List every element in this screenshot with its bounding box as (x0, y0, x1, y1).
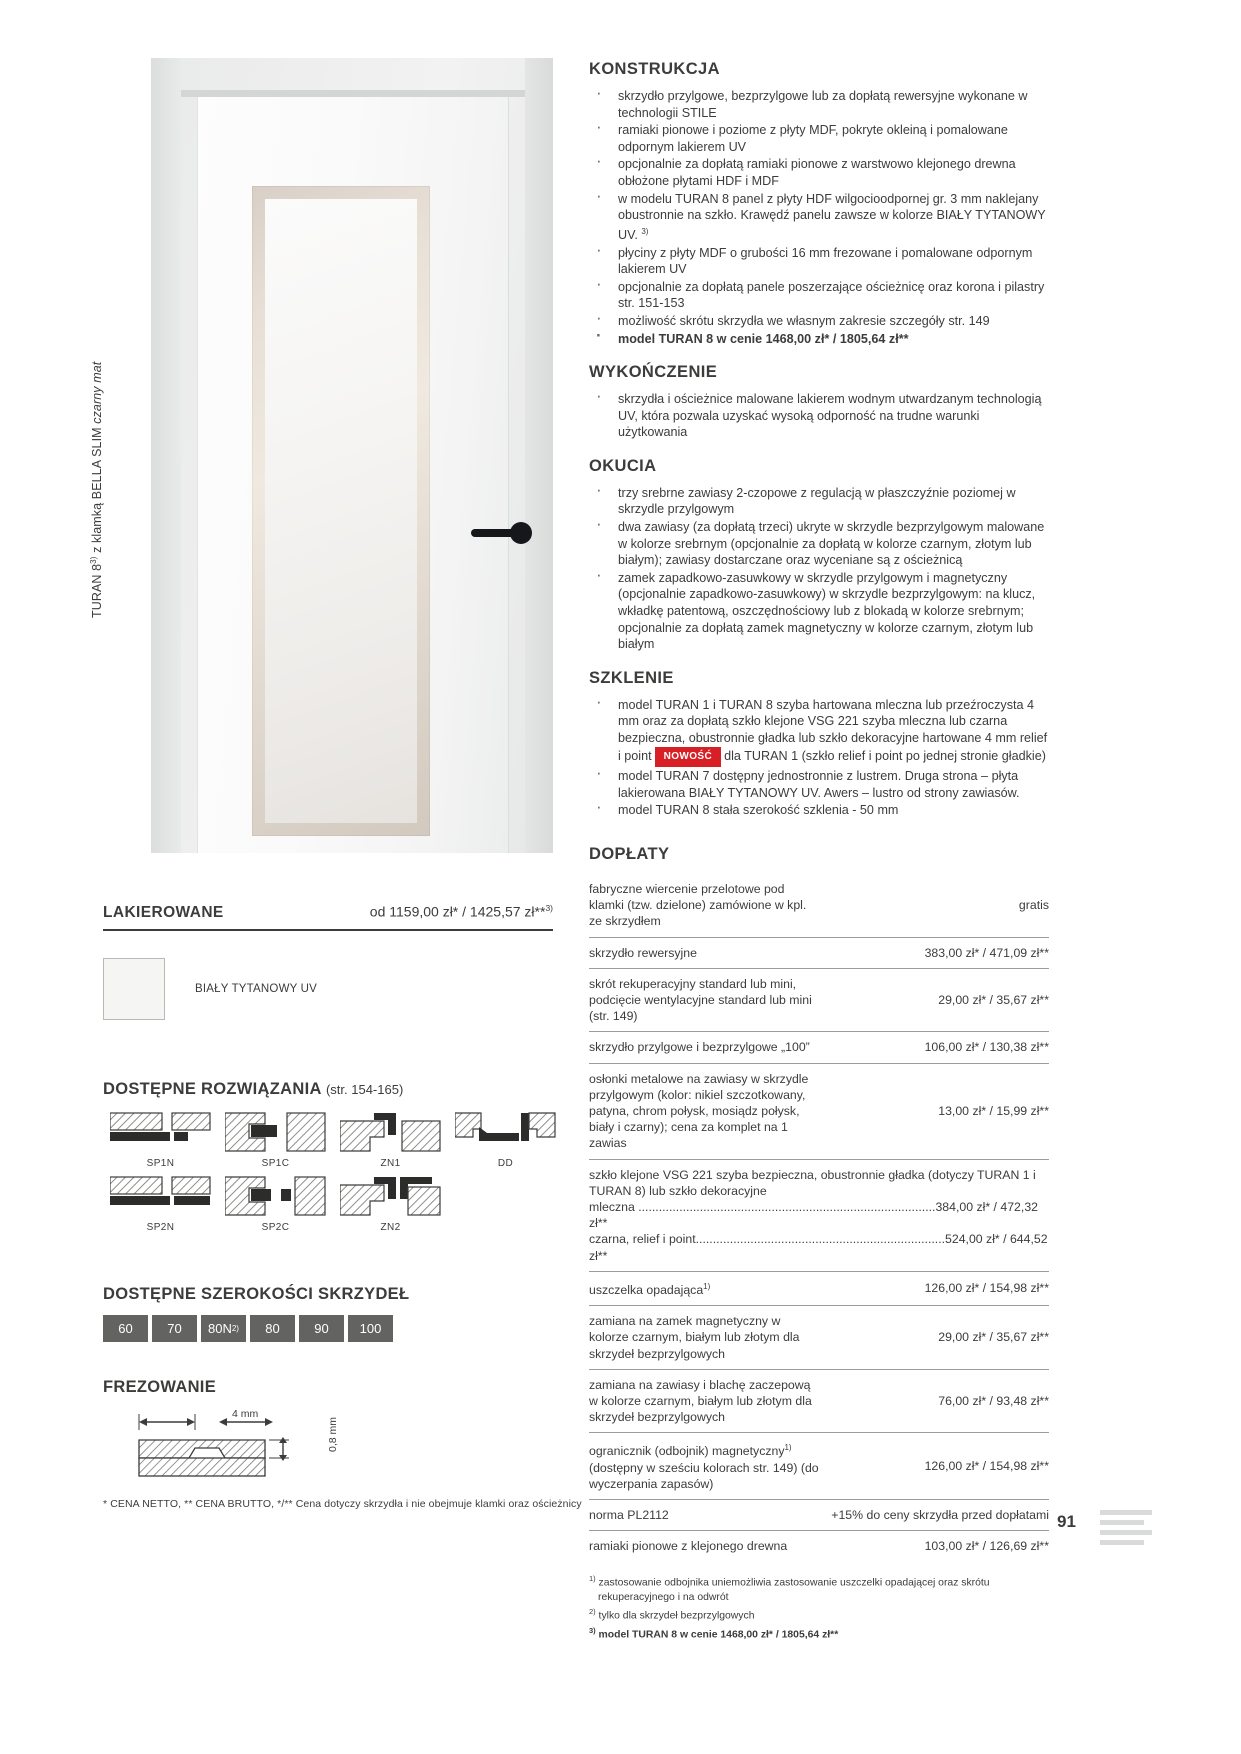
door-product-image (151, 58, 553, 853)
szklenie-title: SZKLENIE (589, 668, 674, 687)
solutions-subtitle: (str. 154-165) (325, 1082, 404, 1097)
doplaty-price: 76,00 zł* / 93,48 zł** (938, 1393, 1049, 1408)
footnote-text: tylko dla skrzydeł bezprzylgowych (595, 1610, 755, 1622)
lakierowane-divider (103, 929, 553, 931)
list-item-text: zamek zapadkowo-zasuwkowy w skrzydle przylgowym i magnetyczny (opcjonalnie zapadkowo-zasuwkowy) w skrzydle bezprzylgowym: na klucz, wkładkę patentową, oszczędnościowy lub z blokadą w kolorze srebrnym; opcjonalnie za dopłatą zamek magnetyczny w kolorze czarnym, złotym lub białym (618, 570, 1036, 652)
width-chip[interactable] (103, 1315, 148, 1342)
corner-bar (1100, 1510, 1152, 1515)
sp1n-diagram-icon (110, 1111, 214, 1155)
width-chip-label: 60 (118, 1321, 133, 1336)
table-row (589, 1306, 1049, 1370)
corner-bar (1100, 1530, 1152, 1535)
list-item-text: ramiaki pionowe i poziome z płyty MDF, pokryte okleiną i pomalowane odpornym lakierem UV (618, 123, 1008, 154)
doplaty-desc: norma PL2112 (589, 1508, 669, 1523)
list-item (589, 191, 1049, 244)
color-swatch-row (103, 958, 317, 1020)
doplaty-price: 126,00 zł* / 154,98 zł** (924, 1459, 1049, 1474)
table-row (589, 1500, 1049, 1531)
doplaty-desc: skrót rekuperacyjny standard lub mini, podcięcie wentylacyjne standard lub mini (str. 149) (589, 976, 812, 1024)
list-item-text: model TURAN 8 stała szerokość szklenia - 50 mm (618, 803, 899, 818)
list-item-text: model TURAN 8 w cenie 1468,00 zł* / 1805,64 zł** (618, 331, 909, 346)
footnote-1 (589, 1572, 1049, 1591)
list-item (589, 485, 1049, 518)
table-row (589, 1369, 1049, 1433)
caption-handle: z klamką BELLA SLIM (90, 423, 105, 557)
footnote-3 (589, 1624, 1049, 1643)
doplaty-price: 29,00 zł* / 35,67 zł** (938, 992, 1049, 1007)
solutions-heading (103, 1080, 403, 1099)
table-row (589, 874, 1049, 937)
door-caption (89, 362, 104, 618)
solution-item-sp2n (103, 1175, 218, 1233)
solution-item-empty (448, 1175, 563, 1233)
solutions-title: DOSTĘPNE ROZWIĄZANIA (103, 1080, 322, 1098)
solution-item-zn2 (333, 1175, 448, 1233)
konstrukcja-title: KONSTRUKCJA (589, 60, 720, 78)
solutions-row-2 (103, 1175, 563, 1233)
page-number: 91 (1057, 1512, 1076, 1531)
glass-price-czarna: czarna, relief i point.........................................................................524,00 zł* / 644,52 zł** (589, 1232, 1048, 1263)
dd-diagram-icon (455, 1111, 559, 1159)
doplaty-price: 103,00 zł* / 126,69 zł** (924, 1539, 1049, 1554)
footnote-2 (589, 1605, 1049, 1624)
sp1c-diagram-icon (225, 1111, 329, 1159)
lakierowane-title: LAKIEROWANE (103, 903, 224, 921)
doplaty-price: +15% do ceny skrzydła przed dopłatami (831, 1508, 1049, 1523)
doplaty-price: 106,00 zł* / 130,38 zł** (924, 1040, 1049, 1055)
door-handle-rose-icon (510, 522, 532, 544)
list-item-text: opcjonalnie za dopłatą ramiaki pionowe z warstwowo klejonego drewna obłożone płytami HDF i MDF (618, 157, 1016, 188)
doplaty-desc-text-after: (dostępny w sześciu kolorach str. 149) (do wyczerpania zapasów) (589, 1460, 819, 1491)
sp2n-diagram-icon (110, 1175, 214, 1219)
footnote-text: zastosowanie odbojnika uniemożliwia zastosowanie uszczelki opadającej oraz skrótu (595, 1577, 990, 1589)
doplaty-desc: osłonki metalowe na zawiasy w skrzydle przylgowym (kolor: nikiel szczotkowany, patyna, chrom połysk, mosiądz połysk, biały i czarny); cena za komplet na 1 zawias (589, 1071, 809, 1151)
solution-label: DD (497, 1158, 514, 1169)
wykonczenie-list (589, 391, 1049, 441)
solution-label: SP2N (146, 1222, 175, 1233)
list-item-text: skrzydło przylgowe, bezprzylgowe lub za dopłatą rewersyjne wykonane w technologii STILE (618, 89, 1028, 120)
solutions-grid (103, 1111, 563, 1239)
door-frame-top (181, 90, 525, 97)
solution-label: SP1C (261, 1158, 290, 1169)
doplaty-table (589, 874, 1049, 1561)
table-row (589, 1531, 1049, 1562)
list-item (589, 122, 1049, 155)
doplaty-desc (589, 1433, 831, 1500)
list-item (589, 570, 1049, 653)
width-chip[interactable] (201, 1315, 246, 1342)
glass-panel (252, 186, 430, 836)
doplaty-price: 126,00 zł* / 154,98 zł** (924, 1281, 1049, 1296)
list-item (589, 768, 1049, 801)
list-item-text: opcjonalnie za dopłatą panele poszerzające ościeżnicę oraz korona i pilastry str. 151-153 (618, 279, 1045, 311)
width-chip-label: 80N (208, 1321, 232, 1336)
color-swatch-label: BIAŁY TYTANOWY UV (195, 983, 318, 995)
zn2-diagram-icon (340, 1175, 444, 1223)
list-item (589, 391, 1049, 441)
table-row (589, 1433, 1049, 1500)
doplaty-desc (589, 1271, 831, 1305)
glass-price-mleczna: mleczna .......................................................................................384,00 zł* / 472,32 zł** (589, 1200, 1038, 1231)
list-item (589, 156, 1049, 189)
width-chip-label: 80 (265, 1321, 280, 1336)
doplaty-price: 383,00 zł* / 471,09 zł** (924, 945, 1049, 960)
corner-bar (1100, 1520, 1144, 1525)
solution-label: ZN2 (380, 1222, 401, 1233)
doplaty-desc-footnote: 1) (703, 1281, 711, 1291)
corner-decoration (1100, 1510, 1152, 1550)
doplaty-price: gratis (1018, 898, 1049, 913)
caption-finish: czarny mat (90, 361, 105, 424)
table-row (589, 1271, 1049, 1305)
color-swatch (103, 958, 165, 1020)
lakierowane-price-footnote: 3) (545, 903, 553, 913)
list-item-footnote: 3) (641, 226, 649, 236)
list-item (589, 802, 1049, 819)
list-item-text: model TURAN 1 i TURAN 8 szyba hartowana mleczna lub przeźroczysta 4 mm oraz za dopłatą szkło klejone VSG 221 szyba mleczna lub czarna bezpieczna, obustronnie gładka lub szkło dekoracyjne hartowane 4 mm relief i point (618, 697, 1048, 763)
footnote-text: model TURAN 8 w cenie 1468,00 zł* / 1805,64 zł** (595, 1629, 839, 1641)
doplaty-price: 29,00 zł* / 35,67 zł** (938, 1330, 1049, 1345)
doplaty-desc: ramiaki pionowe z klejonego drewna (589, 1539, 788, 1554)
list-item-text: możliwość skrótu skrzydła we własnym zakresie szczegóły str. 149 (618, 313, 990, 328)
solutions-row-1 (103, 1111, 563, 1169)
list-item-text: skrzydła i ościeżnice malowane lakierem wodnym utwardzanym technologią UV, która pozwala uzyskać wysoką odporność na trudne warunki użytkowania (618, 392, 1042, 440)
frezowanie-dim-side: 0,8 mm (327, 1416, 339, 1452)
frezowanie-dim-top: 4 mm (232, 1408, 259, 1420)
lakierowane-price-value: od 1159,00 zł* / 1425,57 zł** (369, 903, 546, 920)
caption-model: TURAN 8 (90, 563, 105, 618)
footnote-marker: 1) (589, 1574, 596, 1584)
list-item-text: w modelu TURAN 8 panel z płyty HDF wilgocioodpornej gr. 3 mm naklejany obustronnie na szkło. Krawędź panelu zawsze w kolorze BIAŁY TYTANOWY UV. (618, 191, 1046, 242)
list-item-text: dwa zawiasy (za dopłatą trzeci) ukryte w skrzydle bezprzylgowym malowane w kolorze srebrnym (opcjonalnie za dopłatą w kolorze czarnym, złotym lub białym); zawiasy dostarczane oraz wyceniane są z ościeżnicą (618, 520, 1045, 568)
footnote-marker: 3) (589, 1626, 596, 1635)
doplaty-desc: skrzydło rewersyjne (589, 945, 697, 960)
solution-item-dd (448, 1111, 563, 1169)
door-leaf (197, 97, 509, 853)
solution-label: SP1N (146, 1158, 175, 1169)
door-photo-area (89, 58, 553, 853)
doplaty-desc: zamiana na zawiasy i blachę zaczepową w kolorze czarnym, białym lub złotym dla skrzydeł bezprzylgowych (589, 1377, 812, 1425)
solution-label: SP2C (261, 1222, 290, 1233)
widths-chip-list (103, 1315, 393, 1342)
price-footer-note: * CENA NETTO, ** CENA BRUTTO, */** Cena dotyczy skrzydła i nie obejmuje klamki oraz ościeżnicy (103, 1498, 582, 1510)
width-chip[interactable] (152, 1315, 197, 1342)
table-row-glass (589, 1159, 1049, 1271)
width-chip-label: 90 (314, 1321, 329, 1336)
solution-item-sp2c (218, 1175, 333, 1233)
nowosc-badge: NOWOŚĆ (655, 747, 722, 768)
table-row (589, 1063, 1049, 1159)
solution-label: ZN1 (380, 1158, 401, 1169)
zn1-diagram-icon (340, 1111, 444, 1159)
frezowanie-title: FREZOWANIE (103, 1378, 216, 1396)
widths-title: DOSTĘPNE SZEROKOŚCI SKRZYDEŁ (103, 1285, 410, 1303)
solution-item-zn1 (333, 1111, 448, 1169)
doplaty-desc: skrzydło przylgowe i bezprzylgowe „100” (589, 1040, 810, 1055)
table-row (589, 1032, 1049, 1063)
width-chip-footnote: 2) (231, 1324, 239, 1333)
doplaty-desc-text: ogranicznik (odbojnik) magnetyczny (589, 1444, 785, 1459)
list-item-text-cont: dla TURAN 1 (szkło relief i point po jednej stronie gładkie) (724, 748, 1046, 763)
list-item-highlight (589, 331, 1049, 348)
list-item (589, 697, 1049, 767)
okucia-list (589, 485, 1049, 653)
doplaty-desc-text: uszczelka opadająca (589, 1282, 704, 1297)
list-item (589, 279, 1049, 312)
sp2c-diagram-icon (225, 1175, 329, 1223)
footnote-1-cont: rekuperacyjnego i na odwrót (598, 1592, 729, 1604)
list-item (589, 519, 1049, 569)
corner-bar (1100, 1540, 1144, 1545)
table-row (589, 937, 1049, 968)
list-item-text: trzy srebrne zawiasy 2-czopowe z regulacją w płaszczyźnie poziomej w skrzydle przylgowym (618, 485, 1016, 517)
doplaty-desc-glass (589, 1159, 1049, 1271)
doplaty-desc: zamiana na zamek magnetyczny w kolorze czarnym, białym lub złotym dla skrzydeł bezprzylgowych (589, 1314, 800, 1361)
list-item (589, 88, 1049, 121)
lakierowane-price (370, 903, 553, 920)
konstrukcja-list (589, 88, 1049, 347)
doplaty-desc-footnote: 1) (784, 1443, 792, 1453)
doplaty-desc: fabryczne wiercenie przelotowe pod klamki (tzw. dzielone) zamówione w kpl. ze skrzydłem (589, 881, 807, 929)
width-chip[interactable] (348, 1315, 393, 1342)
table-row (589, 968, 1049, 1032)
width-chip[interactable] (250, 1315, 295, 1342)
solution-item-sp1c (218, 1111, 333, 1169)
list-item-text: płyciny z płyty MDF o grubości 16 mm frezowane i pomalowane odpornym lakierem UV (618, 245, 1033, 277)
wykonczenie-title: WYKOŃCZENIE (589, 363, 718, 382)
okucia-title: OKUCIA (589, 456, 657, 475)
list-item-text: model TURAN 7 dostępny jednostronnie z lustrem. Druga strona – płyta lakierowana BIAŁY TYTANOWY UV. Awers – lustro od strony zawiasów. (618, 769, 1020, 800)
lakierowane-row (103, 903, 553, 922)
left-column (89, 58, 582, 1510)
doplaty-price: 13,00 zł* / 15,99 zł** (938, 1104, 1049, 1118)
footnote-marker: 2) (589, 1607, 596, 1617)
list-item (589, 313, 1049, 330)
width-chip-label: 70 (167, 1321, 182, 1336)
wall-right (525, 58, 553, 853)
glass-inner (265, 199, 417, 823)
frezowanie-diagram (117, 1410, 357, 1500)
caption-footnote-ref: 3) (89, 556, 98, 564)
doplaty-title: DOPŁATY (589, 844, 670, 863)
doplaty-footnotes (589, 1572, 1049, 1642)
wall-left (151, 58, 181, 853)
width-chip[interactable] (299, 1315, 344, 1342)
right-column (589, 60, 1049, 1643)
list-item (589, 245, 1049, 278)
solution-item-sp1n (103, 1111, 218, 1169)
glass-desc-line: szkło klejone VSG 221 szyba bezpieczna, obustronnie gładka (dotyczy TURAN 1 i TURAN 8) lub szkło dekoracyjne (589, 1167, 1036, 1198)
szklenie-list (589, 697, 1049, 819)
width-chip-label: 100 (359, 1321, 382, 1336)
frezowanie-profile-icon (117, 1410, 352, 1496)
